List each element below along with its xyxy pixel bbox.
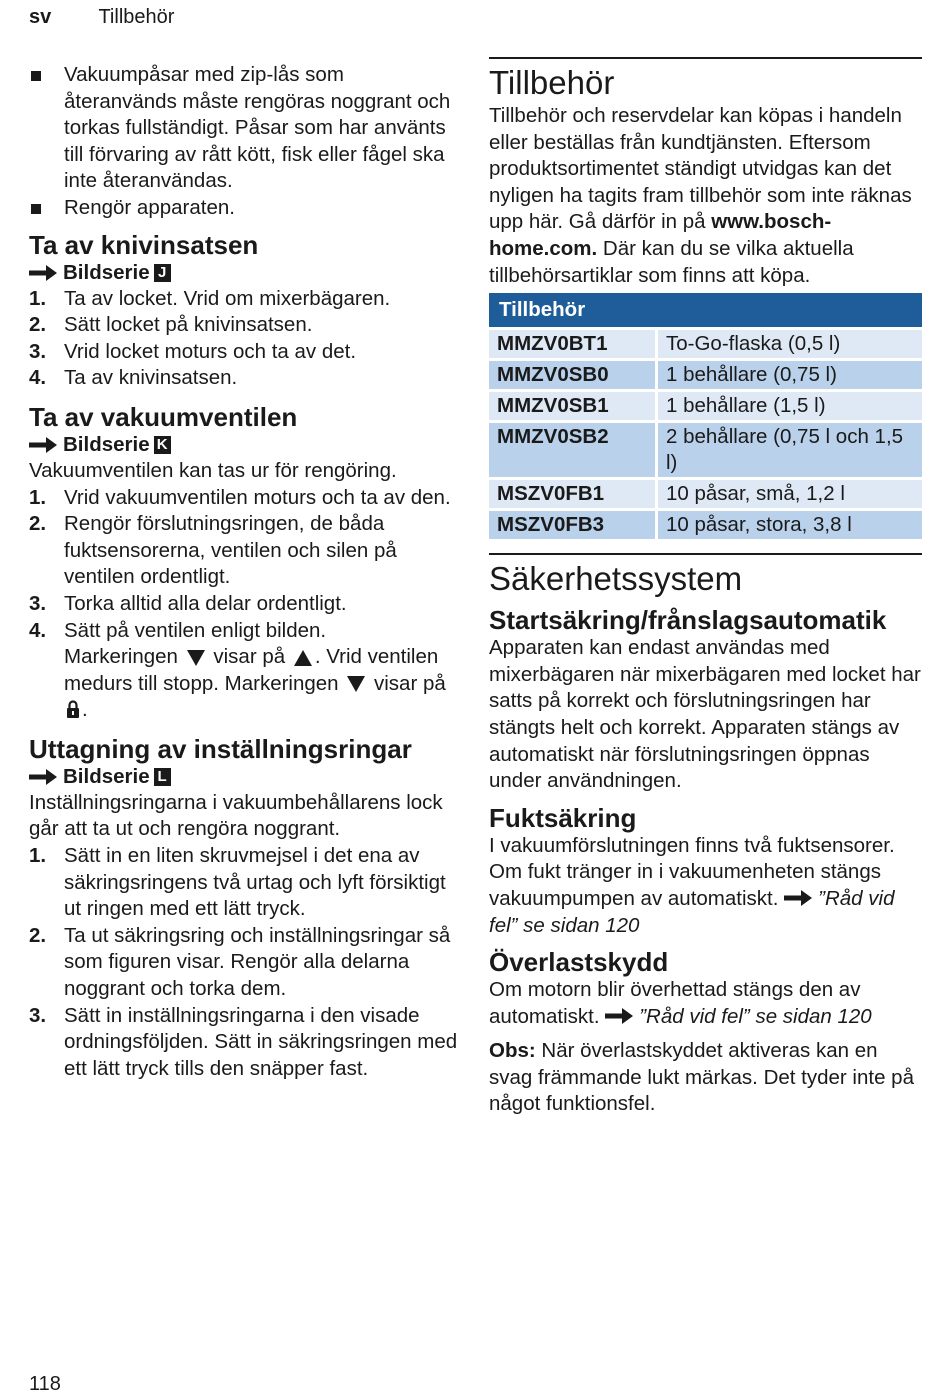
- picture-series-ref: [29, 260, 459, 286]
- square-bullet-icon: [31, 71, 41, 81]
- table-cell-desc: 10 påsar, stora, 3,8 l: [658, 508, 922, 539]
- table-row: [489, 327, 922, 358]
- list-item: [29, 286, 459, 313]
- page-header: [29, 6, 174, 29]
- valve-intro: Vakuumventilen kan tas ur för rengöring.: [29, 458, 397, 482]
- subheading-start: Startsäkring/frånslagsautomatik: [489, 605, 887, 636]
- series-letter-box: L: [154, 768, 171, 786]
- section-heading-knife: Ta av knivinsatsen: [29, 229, 259, 260]
- left-column: [29, 62, 459, 1082]
- series-label: Bildserie: [63, 432, 150, 456]
- table-row: [489, 358, 922, 389]
- table-cell-desc: To-Go-flaska (0,5 l): [658, 327, 922, 358]
- table-cell-code: MMZV0SB1: [489, 389, 658, 420]
- step-text: .: [82, 698, 88, 722]
- step-text: Ta av locket. Vrid om mixerbägaren.: [64, 286, 391, 310]
- list-item: [29, 339, 459, 366]
- subheading-moisture: Fuktsäkring: [489, 802, 637, 833]
- list-item: [29, 843, 459, 923]
- table-cell-desc: 1 behållare (0,75 l): [658, 358, 922, 389]
- series-label: Bildserie: [63, 764, 150, 788]
- list-item: [29, 618, 459, 724]
- triangle-down-icon: [187, 650, 205, 666]
- step-number: 3.: [29, 1003, 47, 1027]
- steps-list-knife: [29, 286, 459, 392]
- section-heading-valve: Ta av vakuumventilen: [29, 401, 298, 432]
- step-text: Torka alltid alla delar ordentligt.: [64, 591, 347, 615]
- start-text: Apparaten kan endast användas med mixerbägaren när mixerbägaren med locket har satts på korrekt och förslutningsringen har stängts helt och korrekt. Apparaten stängs av automatiskt när förslutningsringen öppnas under användningen.: [489, 636, 921, 793]
- note-body: När överlastskyddet aktiveras kan en svag främmande lukt märkas. Det tyder inte på något funktionsfel.: [489, 1039, 914, 1116]
- accessories-table: [489, 293, 922, 539]
- page-number: 118: [29, 1373, 61, 1395]
- language-code: sv: [29, 6, 52, 28]
- intro-text: Tillbehör och reservdelar kan köpas i handeln eller beställas från kundtjänsten. Eftersom produktsortimentet ständigt utvidgas kan det nyligen ha tagits fram tillbehör som inte räknas upp här. Gå därför in på: [489, 104, 912, 234]
- table-row: [489, 389, 922, 420]
- table-cell-code: MMZV0SB2: [489, 420, 658, 477]
- subheading-overload: Överlastskydd: [489, 947, 669, 978]
- table-cell-code: MSZV0FB1: [489, 477, 658, 508]
- step-number: 1.: [29, 844, 47, 868]
- step-text: Markeringen: [64, 645, 178, 669]
- accessories-intro: [489, 103, 922, 289]
- step-number: 4.: [29, 618, 47, 642]
- header-section-title: Tillbehör: [98, 6, 175, 28]
- steps-list-valve: [29, 485, 459, 724]
- step-text: Sätt locket på knivinsatsen.: [64, 313, 313, 337]
- bullet-text: Rengör apparaten.: [64, 195, 235, 219]
- section-heading-safety: Säkerhetssystem: [489, 560, 743, 598]
- step-text: Sätt in en liten skruvmejsel i det ena av säkringsringens två urtag och lyft försiktigt ut ringen med ett lätt tryck.: [64, 844, 446, 921]
- steps-list-rings: [29, 843, 459, 1082]
- website-link[interactable]: www.bosch-home.com.: [489, 210, 832, 260]
- overload-body: Om motorn blir överhettad stängs den av automatiskt.: [489, 978, 861, 1028]
- series-label: Bildserie: [63, 260, 150, 284]
- bullet-item: [29, 195, 459, 222]
- step-text: Sätt på ventilen enligt bilden.: [64, 618, 327, 642]
- step-text: visar på: [213, 645, 286, 669]
- table-cell-code: MMZV0SB0: [489, 358, 658, 389]
- step-number: 3.: [29, 591, 47, 615]
- arrow-right-icon: [784, 890, 812, 906]
- step-text: visar på: [374, 671, 446, 695]
- step-text: . Vrid ventilen medurs till stopp. Markeringen: [64, 645, 439, 695]
- arrow-right-icon: [605, 1008, 633, 1024]
- section-heading-accessories: Tillbehör: [489, 64, 615, 101]
- step-text: Sätt in inställningsringarna i den visade ordningsföljden. Sätt in säkringsringen med ett lätt tryck tills den snäpper fast.: [64, 1003, 458, 1080]
- page-reference-link[interactable]: ”Råd vid fel” se sidan 120: [639, 1004, 872, 1028]
- step-number: 2.: [29, 923, 47, 947]
- step-text: Vrid locket moturs och ta av det.: [64, 339, 357, 363]
- step-text: Vrid vakuumventilen moturs och ta av den.: [64, 485, 451, 509]
- list-item: [29, 312, 459, 339]
- list-item: [29, 485, 459, 512]
- step-text: Ta av knivinsatsen.: [64, 366, 238, 390]
- rings-intro: Inställningsringarna i vakuumbehållarens lock går att ta ut och rengöra noggrant.: [29, 790, 443, 841]
- arrow-right-icon: [29, 769, 57, 785]
- table-cell-code: MMZV0BT1: [489, 327, 658, 358]
- section-divider: [489, 553, 922, 555]
- series-letter-box: K: [154, 436, 171, 454]
- section-divider: [489, 57, 922, 59]
- moisture-body: I vakuumförslutningen finns två fuktsensorer. Om fukt tränger in i vakuumenheten stängs vakuumpumpen av automatiskt.: [489, 833, 895, 910]
- table-cell-desc: 2 behållare (0,75 l och 1,5 l): [658, 420, 922, 477]
- picture-series-ref: [29, 432, 459, 458]
- table-cell-desc: 10 påsar, små, 1,2 l: [658, 477, 922, 508]
- page-reference-link[interactable]: ”Råd vid fel” se sidan 120: [489, 886, 895, 937]
- note-text: [489, 1038, 922, 1118]
- triangle-up-icon: [294, 650, 312, 666]
- step-number: 4.: [29, 366, 47, 390]
- overload-text: [489, 977, 922, 1030]
- table-row: [489, 420, 922, 477]
- step-text: Rengör förslutningsringen, de båda fuktsensorerna, ventilen och silen på ventilen ordentligt.: [64, 512, 397, 589]
- bullet-text: Vakuumpåsar med zip-lås som återanvänds måste rengöras noggrant och torkas fullständigt. Påsar som har använts till förvaring av rått kött, fisk eller fågel ska inte återanvändas.: [64, 63, 451, 193]
- arrow-right-icon: [29, 437, 57, 453]
- note-label: Obs:: [489, 1039, 536, 1063]
- step-number: 1.: [29, 485, 47, 509]
- list-item: [29, 591, 459, 618]
- list-item: [29, 1003, 459, 1083]
- intro-text: Där kan du se vilka aktuella tillbehörsartiklar som finns att köpa.: [489, 236, 854, 287]
- section-heading-rings: Uttagning av inställningsringar: [29, 733, 412, 764]
- step-number: 1.: [29, 286, 47, 310]
- table-cell-desc: 1 behållare (1,5 l): [658, 389, 922, 420]
- list-item: [29, 365, 459, 392]
- table-cell-code: MSZV0FB3: [489, 508, 658, 539]
- triangle-down-icon: [347, 676, 365, 692]
- picture-series-ref: [29, 764, 459, 790]
- step-number: 2.: [29, 512, 47, 536]
- right-column: [489, 57, 922, 1118]
- bullet-item: [29, 62, 459, 195]
- step-number: 3.: [29, 339, 47, 363]
- list-item: [29, 923, 459, 1003]
- moisture-text: [489, 833, 922, 939]
- table-header: Tillbehör: [489, 293, 922, 327]
- step-text: Ta ut säkringsring och inställningsringar så som figuren visar. Rengör alla delarna noggrant och torka dem.: [64, 923, 451, 1001]
- series-letter-box: J: [154, 264, 171, 282]
- table-row: [489, 508, 922, 539]
- table-row: [489, 477, 922, 508]
- step-number: 2.: [29, 313, 47, 337]
- square-bullet-icon: [31, 204, 41, 214]
- arrow-right-icon: [29, 265, 57, 281]
- list-item: [29, 511, 459, 591]
- lock-icon: [66, 700, 80, 719]
